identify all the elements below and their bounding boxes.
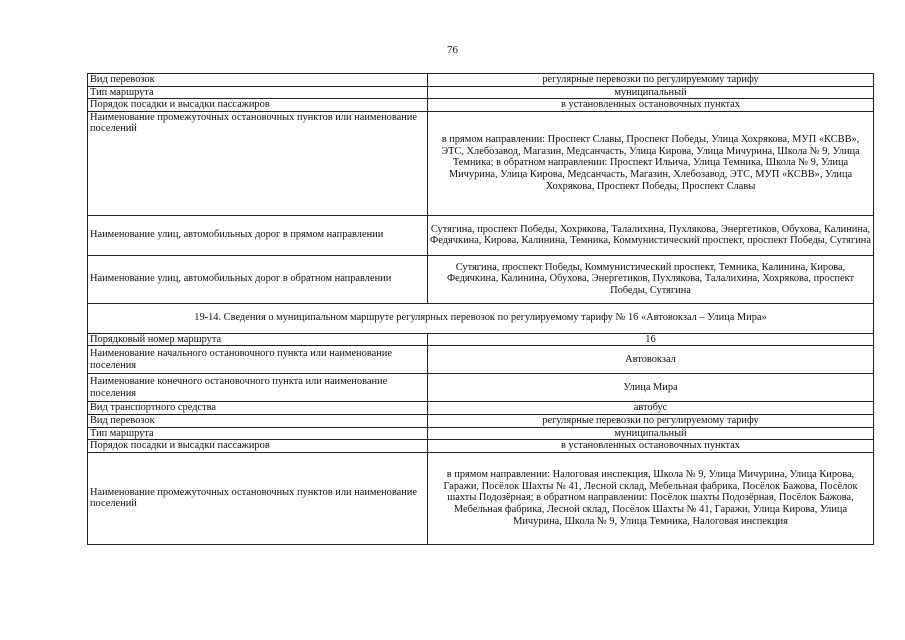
row-label: Тип маршрута [88,427,428,440]
table-row [88,333,874,346]
table-row [88,86,874,99]
row-label: Наименование начального остановочного пункта или наименование поселения [88,346,428,374]
row-label: Вид перевозок [88,74,428,87]
row-value: в прямом направлении: Налоговая инспекция, Школа № 9, Улица Мичурина, Улица Кирова, Гаражи, Посёлок Шахты № 41, Лесной склад, Мебельная фабрика, Посёлок Бажова, Посёлок шахты Подозёрная; в обратном направлении: Посёлок шахты Подозёрная, Посёлок Бажова, Мебельная фабрика, Лесной склад, Посёлок Шахты № 41, Гаражи, Улица Кирова, Улица Мичурина, Школа № 9, Улица Темника, Налоговая инспекция [428,452,874,544]
row-label: Наименование промежуточных остановочных пунктов или наименование поселений [88,452,428,544]
section-title: 19-14. Сведения о муниципальном маршруте регулярных перевозок по регулируемому тарифу № 16 «Автовокзал – Улица Мира» [88,303,874,333]
row-value: в прямом направлении: Проспект Славы, Проспект Победы, Улица Хохрякова, МУП «КСВВ», ЭТС, Хлебозавод, Магазин, Медсанчасть, Улица Кирова, Улица Мичурина, Школа № 9, Улица Темника; в обратном направлении: Проспект Ильича, Улица Темника, Школа № 9, Улица Мичурина, Улица Кирова, Медсанчасть, Магазин, Хлебозавод, ЭТС, МУП «КСВВ», Улица Хохрякова, Проспект Победы, Проспект Славы [428,111,874,215]
table-row [88,111,874,215]
row-value: муниципальный [428,427,874,440]
page-number: 76 [447,44,458,56]
table-row [88,427,874,440]
row-value: регулярные перевозки по регулируемому тарифу [428,414,874,427]
table-row [88,74,874,87]
row-label: Порядок посадки и высадки пассажиров [88,99,428,112]
row-value: в установленных остановочных пунктах [428,99,874,112]
row-value: 16 [428,333,874,346]
section-title-row [88,303,874,333]
table-row [88,402,874,415]
row-label: Наименование конечного остановочного пункта или наименование поселения [88,374,428,402]
row-value: Улица Мира [428,374,874,402]
route-info-table [87,73,874,545]
row-value: регулярные перевозки по регулируемому тарифу [428,74,874,87]
row-value: автобус [428,402,874,415]
row-label: Порядковый номер маршрута [88,333,428,346]
table-row [88,255,874,303]
row-label: Вид перевозок [88,414,428,427]
row-label: Наименование улиц, автомобильных дорог в прямом направлении [88,215,428,255]
table-row [88,346,874,374]
row-label: Вид транспортного средства [88,402,428,415]
row-label: Тип маршрута [88,86,428,99]
table-row [88,215,874,255]
table-row [88,414,874,427]
row-value: Сутягина, проспект Победы, Коммунистический проспект, Темника, Калинина, Кирова, Федячкина, Калинина, Обухова, Энергетиков, Пухлякова, Талалихина, Хохрякова, проспект Победы, Сутягина [428,255,874,303]
row-value: Сутягина, проспект Победы, Хохрякова, Талалихина, Пухлякова, Энергетиков, Обухова, Калинина, Федячкина, Кирова, Калинина, Темника, Коммунистический проспект, проспект Победы, Сутягина [428,215,874,255]
row-value: в установленных остановочных пунктах [428,440,874,453]
row-label: Порядок посадки и высадки пассажиров [88,440,428,453]
table-row [88,440,874,453]
row-value: Автовокзал [428,346,874,374]
row-value: муниципальный [428,86,874,99]
table-row [88,99,874,112]
row-label: Наименование промежуточных остановочных пунктов или наименование поселений [88,111,428,215]
table-row [88,452,874,544]
row-label: Наименование улиц, автомобильных дорог в обратном направлении [88,255,428,303]
table-row [88,374,874,402]
